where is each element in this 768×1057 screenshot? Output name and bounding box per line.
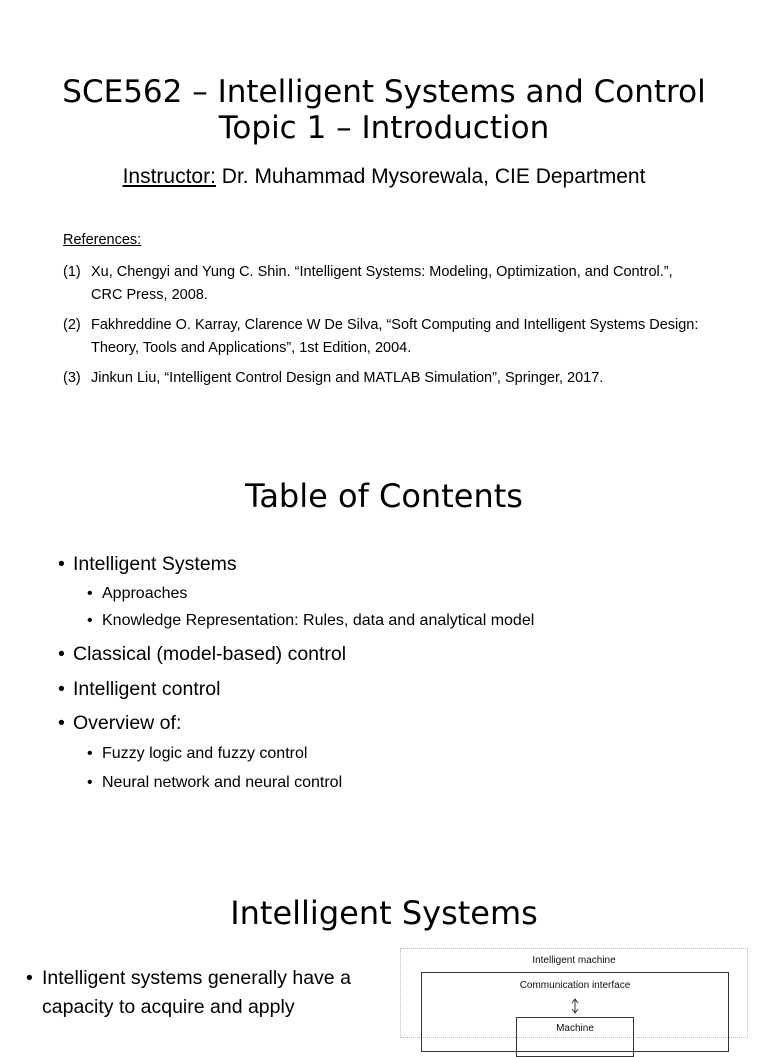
reference-text: Xu, Chengyi and Yung C. Shin. “Intelligent Systems: Modeling, Optimization, and Control.”, CRC Press, 2008. xyxy=(91,264,673,303)
body-line-1: Intelligent systems generally have a xyxy=(42,967,351,989)
body-line-2: capacity to acquire and apply xyxy=(42,996,295,1018)
machine-box xyxy=(516,1017,634,1057)
bullet-icon: • xyxy=(58,678,65,700)
bullet-icon: • xyxy=(87,774,93,791)
title-line-2: Topic 1 – Introduction xyxy=(218,110,550,146)
toc-item-label: Intelligent Systems xyxy=(73,553,237,575)
body-bullet xyxy=(26,964,376,1022)
title-line-1: SCE562 – Intelligent Systems and Control xyxy=(62,74,706,110)
instructor-label: Instructor: xyxy=(122,165,216,188)
bullet-icon: • xyxy=(87,612,93,629)
machine-label: Machine xyxy=(556,1023,594,1034)
toc-subitem xyxy=(87,771,342,795)
figure-title: Intelligent machine xyxy=(532,955,616,966)
references-list xyxy=(63,261,703,397)
toc-item xyxy=(58,640,346,668)
bullet-icon: • xyxy=(26,967,33,989)
toc-item-label: Overview of: xyxy=(73,712,182,734)
reference-number: (1) xyxy=(63,264,81,280)
slide-title xyxy=(0,74,768,146)
reference-number: (3) xyxy=(63,370,81,386)
toc-subitem-label: Neural network and neural control xyxy=(102,774,343,791)
toc-subitem xyxy=(87,582,187,606)
toc-subitem-label: Approaches xyxy=(102,585,188,602)
bullet-icon: • xyxy=(58,712,65,734)
toc-item xyxy=(58,709,181,737)
toc-title: Table of Contents xyxy=(245,477,523,515)
reference-item xyxy=(63,261,703,307)
toc-subitem-label: Fuzzy logic and fuzzy control xyxy=(102,745,308,762)
intelligent-systems-title: Intelligent Systems xyxy=(230,894,538,932)
toc-item-label: Intelligent control xyxy=(73,678,221,700)
bullet-icon: • xyxy=(87,745,93,762)
body-text xyxy=(42,964,351,1022)
intelligent-systems-body xyxy=(26,964,376,1022)
bullet-icon: • xyxy=(58,643,65,665)
bullet-icon: • xyxy=(58,553,65,575)
communication-interface-label: Communication interface xyxy=(519,980,631,991)
instructor-value: Dr. Muhammad Mysorewala, CIE Department xyxy=(215,165,646,188)
reference-number: (2) xyxy=(63,317,81,333)
toc-item xyxy=(58,550,237,578)
reference-item xyxy=(63,314,703,360)
bullet-icon: • xyxy=(87,585,93,602)
references-heading: References: xyxy=(63,232,142,248)
toc-subitem xyxy=(87,609,534,633)
intelligent-machine-figure xyxy=(400,948,748,1038)
toc-subitem-label: Knowledge Representation: Rules, data and analytical model xyxy=(102,612,535,629)
double-arrow-icon xyxy=(570,998,580,1014)
toc-item xyxy=(58,675,220,703)
figure-outer-box xyxy=(421,972,729,1052)
toc-subitem xyxy=(87,742,307,766)
reference-text: Jinkun Liu, “Intelligent Control Design and MATLAB Simulation”, Springer, 2017. xyxy=(91,370,604,386)
instructor-line xyxy=(0,163,768,191)
toc-item-label: Classical (model-based) control xyxy=(73,643,347,665)
reference-item xyxy=(63,367,703,390)
reference-text: Fakhreddine O. Karray, Clarence W De Silva, “Soft Computing and Intelligent Systems Design: Theory, Tools and Applications”, 1st Edition, 2004. xyxy=(91,317,699,356)
